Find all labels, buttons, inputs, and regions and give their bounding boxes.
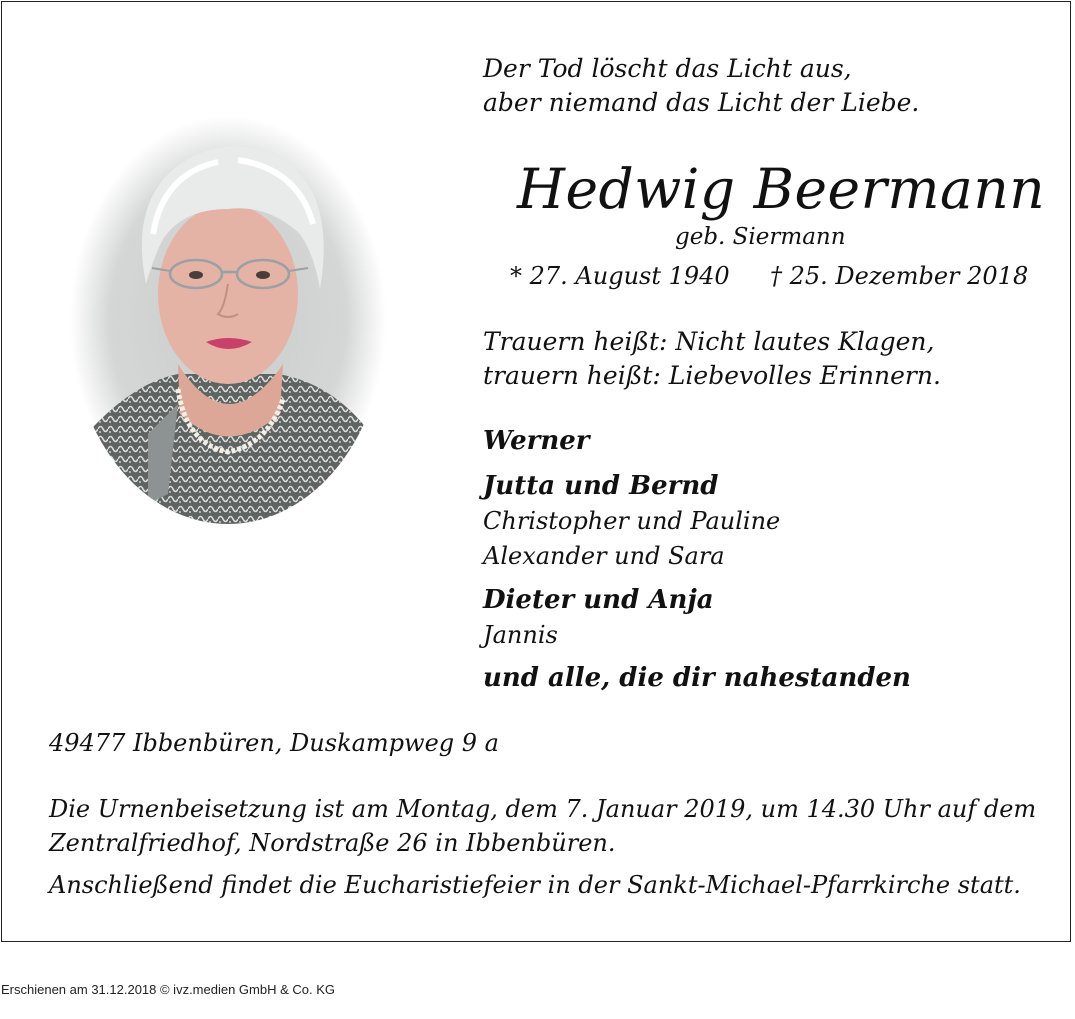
deceased-name: Hedwig Beermann xyxy=(517,157,1046,221)
notice-frame xyxy=(1,1,1071,942)
mourner-jutta-bernd: Jutta und Bernd xyxy=(483,471,719,501)
portrait-photo xyxy=(68,114,388,526)
quote-top xyxy=(483,52,919,120)
quote-top-line-1: Der Tod löscht das Licht aus, xyxy=(483,54,852,83)
mourner-alexander-sara: Alexander und Sara xyxy=(483,542,725,570)
quote-bottom xyxy=(483,325,941,393)
publication-footer: Erschienen am 31.12.2018 © ivz.medien GmbH & Co. KG xyxy=(1,982,336,997)
quote-bottom-line-1: Trauern heißt: Nicht lautes Klagen, xyxy=(483,327,935,356)
quote-bottom-line-2: trauern heißt: Liebevolles Erinnern. xyxy=(483,361,941,390)
quote-top-line-2: aber niemand das Licht der Liebe. xyxy=(483,88,920,117)
address: 49477 Ibbenbüren, Duskampweg 9 a xyxy=(49,729,499,757)
death-date: † 25. Dezember 2018 xyxy=(770,262,1029,290)
mourner-werner: Werner xyxy=(483,426,590,456)
mourner-all: und alle, die dir nahestanden xyxy=(483,663,911,693)
mourner-jannis: Jannis xyxy=(483,621,558,649)
mourner-dieter-anja: Dieter und Anja xyxy=(483,585,714,615)
birth-date: * 27. August 1940 xyxy=(510,262,730,290)
funeral-info-line-1: Die Urnenbeisetzung ist am Montag, dem 7. Januar 2019, um 14.30 Uhr auf dem xyxy=(49,795,1037,823)
mourner-christopher-pauline: Christopher und Pauline xyxy=(483,507,781,535)
funeral-info-line-3: Anschließend findet die Eucharistiefeier in der Sankt-Michael-Pfarrkirche statt. xyxy=(49,871,1021,899)
funeral-info-line-2: Zentralfriedhof, Nordstraße 26 in Ibbenbüren. xyxy=(49,829,616,857)
birth-name: geb. Siermann xyxy=(675,224,846,250)
